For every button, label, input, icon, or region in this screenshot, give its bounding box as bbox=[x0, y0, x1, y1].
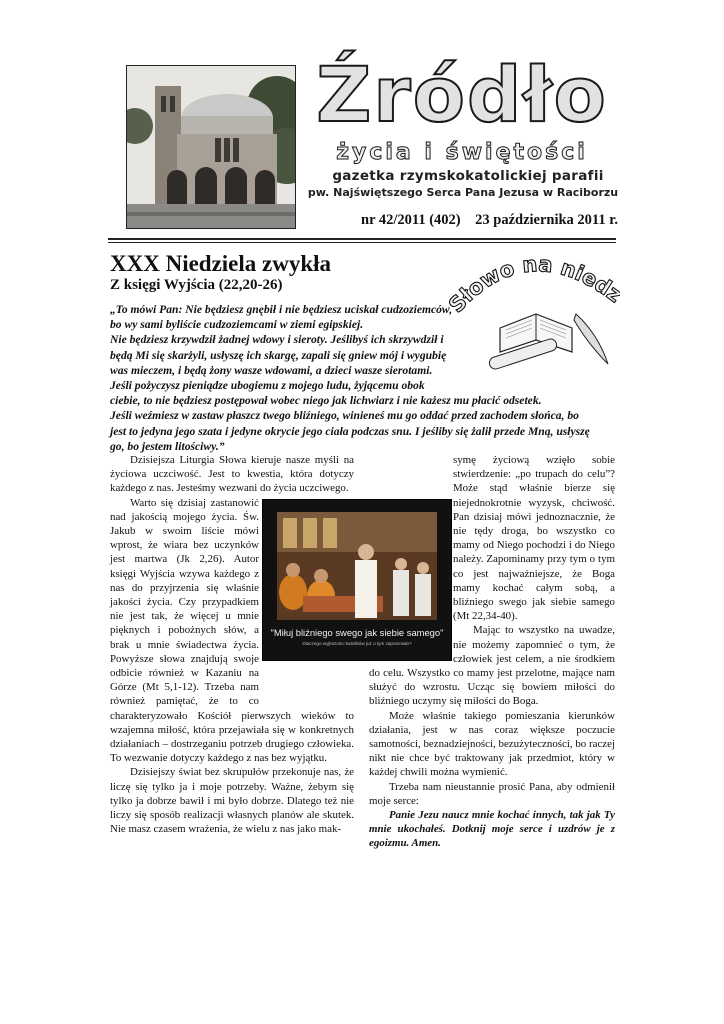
paragraph: Dzisiejszy świat bez skrupułów przekonuje nas, że liczę się tylko ja i moje potrzeby. Ważne, żebym się tylko ja dobrze bawił i mi było dobrze. Dlatego też nie liczy się sposób realizacji własnych planów ale skutek. Nie masz czasem wrażenia, że wielu z nas jako mak- bbox=[110, 766, 354, 836]
reading-line: was mieczem, i będą żony wasze wdowami, a dzieci wasze sierotami. bbox=[110, 363, 433, 377]
newspaper-title: Źródło bbox=[316, 50, 608, 139]
paragraph: Może właśnie takiego pomieszania kierunków działania, jest w nas coraz większe poczucie samotności, beznadziejności, bezużyteczności, bo raczej nikt nie chce być traktowany jak przedmiot, który w każdej chwili można wymienić. bbox=[369, 709, 615, 779]
prayer: Panie Jezu naucz mnie kochać innych, tak jak Ty mnie ukochałeś. Dotknij moje serce i uzdrów je z egoizmu. Amen. bbox=[369, 809, 615, 850]
parish-line-1: gazetka rzymskokatolickiej parafii bbox=[332, 168, 604, 184]
paragraph: Mając to wszystko na uwadze, nie możemy zapomnieć o tym, że człowiek jest celem, a nie środkiem do celu. Wszystko co mamy jest przelotne, mające nam służyć do wzrostu. Ucząc się bowiem miłości do bliźniego uczymy się miłości do Boga. bbox=[369, 624, 615, 708]
header-divider bbox=[108, 238, 616, 240]
issue-number-date: nr 42/2011 (402) 23 października 2011 r. bbox=[361, 212, 618, 228]
header-divider-thin bbox=[108, 242, 616, 243]
reading-line: jest to jedyna jego szata i jedyne okrycie jego ciała podczas snu. I jeśliby się żalił przede Mną, usłyszę bbox=[110, 424, 590, 438]
reading-line: będą Mi się skarżyli, usłyszę ich skargę, zapali się gniew mój i wygubię bbox=[110, 348, 447, 362]
reading-line: Nie będziesz krzywdził żadnej wdowy i sieroty. Jeślibyś ich skrzywdził i bbox=[110, 333, 444, 347]
paragraph: Dzisiejsza Liturgia Słowa kieruje nasze myśli na życiowa uczciwość. Jest to kwestia, która dotyczy każdego z nas. Jesteśmy wezwani do życia uczciwego. bbox=[110, 454, 354, 495]
photo-caption: "Miłuj bliźniego swego jak siebie samego" bbox=[270, 627, 444, 638]
reading-line: bo wy sami byliście cudzoziemcami w ziemi egipskiej. bbox=[110, 318, 364, 332]
photo-caption-small: Dlaczego wyjkszości katolików już o tym zapomniało? bbox=[302, 641, 412, 646]
parish-line-2: pw. Najświętszego Serca Pana Jezusa w Raciborzu bbox=[307, 186, 619, 199]
reading-source: Z księgi Wyjścia (22,20-26) bbox=[110, 277, 283, 293]
paragraph: Trzeba nam nieustannie prosić Pana, aby odmienił moje serce: bbox=[369, 780, 615, 807]
scripture-reading bbox=[110, 302, 618, 454]
reading-line: Jeśli weźmiesz w zastaw płaszcz twego bliźniego, winieneś mu go oddać przed zachodem słońca, bo bbox=[110, 409, 579, 423]
reading-line: go, bo jestem litościwy.” bbox=[110, 439, 225, 453]
paragraph: Warto się dzisiaj zastanowić nad jakością mojego życia. Św. Jakub w swoim liście mówi wprost, że wiara bez uczynków jest martwa (Jk 2,26). Autor księgi Wyjścia wzywa każdego z nas do przyjrzenia się właśnie jakości życia. Czy przypadkiem nie jest tak, że więcej u mnie pięknych i pobożnych słów, a brak u mnie świadectwa życia. Powyższe słowa znajdują swoje odbicie również w Kazaniu na Górze (Mt 5,1-12). Trzeba nam również pamiętać, że to co charakteryzowało Kościół pierwszych wieków to wzajemna miłość, która przejawiała się w konkretnych działaniach – dostrzeganiu potrzeb drugiego człowieka. To wezwanie dotyczy każdego z nas bez wyjątku. bbox=[110, 496, 354, 765]
newspaper-subtitle: życia i świętości bbox=[336, 140, 588, 165]
reading-line: „To mówi Pan: Nie będziesz gnębił i nie będziesz uciskał cudzoziemców, bbox=[110, 303, 453, 316]
sunday-title: XXX Niedziela zwykła bbox=[110, 251, 332, 276]
paragraph: symę życiową wzięło sobie stwierdzenie: „po trupach do celu”? Może stąd właśnie bierze się niejednokrotnie wyzysk, chciwość. Pan dzisiaj mówi jednoznacznie, że nie tędy droga, bo wszystko co mamy od Niego pochodzi i do Niego należy. Zapominamy przy tym o tym co jest najważniejsze, że Boga mamy kochać całym sobą, a bliźniego swego jak siebie samego (Mt 22,34-40). bbox=[453, 454, 615, 623]
pope-photo bbox=[262, 499, 452, 661]
badge-text: łowo na nied bbox=[455, 252, 616, 307]
reading-line: ciebie, to nie będziesz postępował wobec niego jak lichwiarz i nie każesz mu płacić odsetek. bbox=[110, 394, 542, 408]
reading-line: Jeśli pożyczysz pieniądze ubogiemu z mojego ludu, żyjącemu obok bbox=[110, 378, 425, 392]
church-photo bbox=[126, 65, 296, 229]
